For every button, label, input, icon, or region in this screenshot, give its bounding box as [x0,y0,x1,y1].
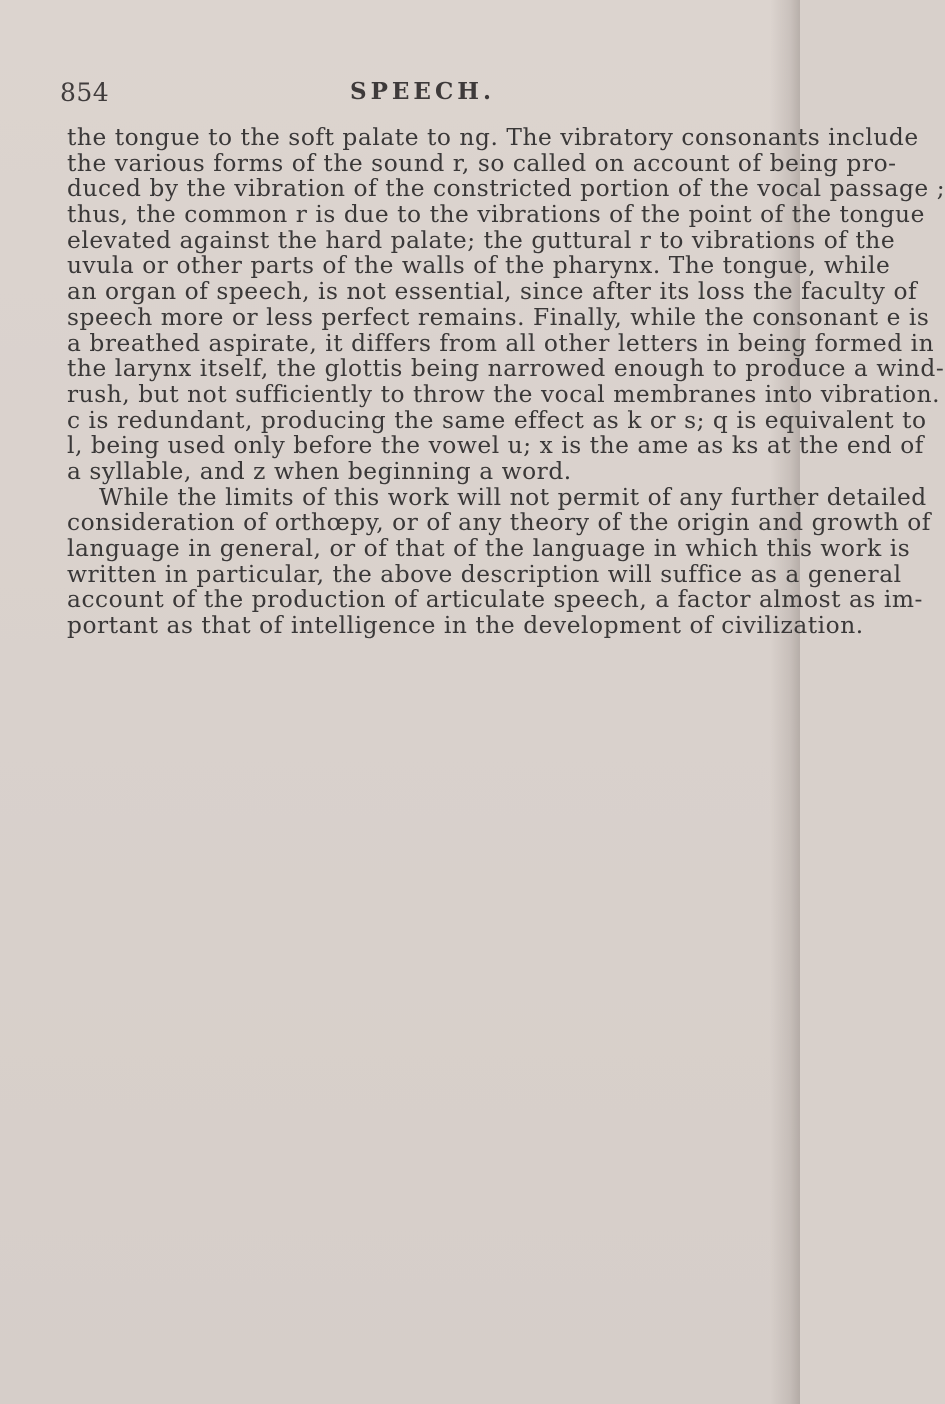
text-line: an organ of speech, is not essential, since after its loss the faculty of [67,278,918,306]
text-line: language in general, or of that of the language in which this work is [67,535,911,562]
text-line: l, being used only before the vowel u; x is the ame as ks at the end of [67,432,924,460]
text-line: thus, the common r is due to the vibrations of the point of the tongue [67,201,925,229]
text-line: the tongue to the soft palate to ng. The vibratory consonants include [67,124,919,151]
text-line: the various forms of the sound r, so called on account of being pro- [67,149,897,177]
text-line: written in particular, the above description will suffice as a general [67,560,902,588]
page-header [60,78,760,118]
text-line: portant as that of intelligence in the development of civilization. [67,612,864,640]
text-line: the larynx itself, the glottis being narrowed enough to produce a wind- [67,355,945,383]
text-line: a syllable, and z when beginning a word. [67,457,572,485]
text-line: rush, but not sufficiently to throw the vocal membranes into vibration. [67,380,941,408]
text-line: consideration of orthœpy, or of any theory of the origin and growth of [67,509,931,537]
text-line: elevated against the hard palate; the guttural r to vibrations of the [67,226,896,254]
page-number: 854 [60,78,110,107]
paragraph-start-line: While the limits of this work will not permit of any further detailed [99,483,927,511]
text-line: speech more or less perfect remains. Finally, while the consonant e is [67,303,930,331]
running-head: SPEECH. [350,78,496,105]
text-line: a breathed aspirate, it differs from all other letters in being formed in [67,329,935,357]
text-line: uvula or other parts of the walls of the pharynx. The tongue, while [67,252,891,280]
body-text [67,124,945,640]
text-line: duced by the vibration of the constricted portion of the vocal passage ; [67,175,945,203]
text-line: c is redundant, producing the same effect as k or s; q is equivalent to [67,406,927,434]
text-line: account of the production of articulate speech, a factor almost as im- [67,586,923,614]
